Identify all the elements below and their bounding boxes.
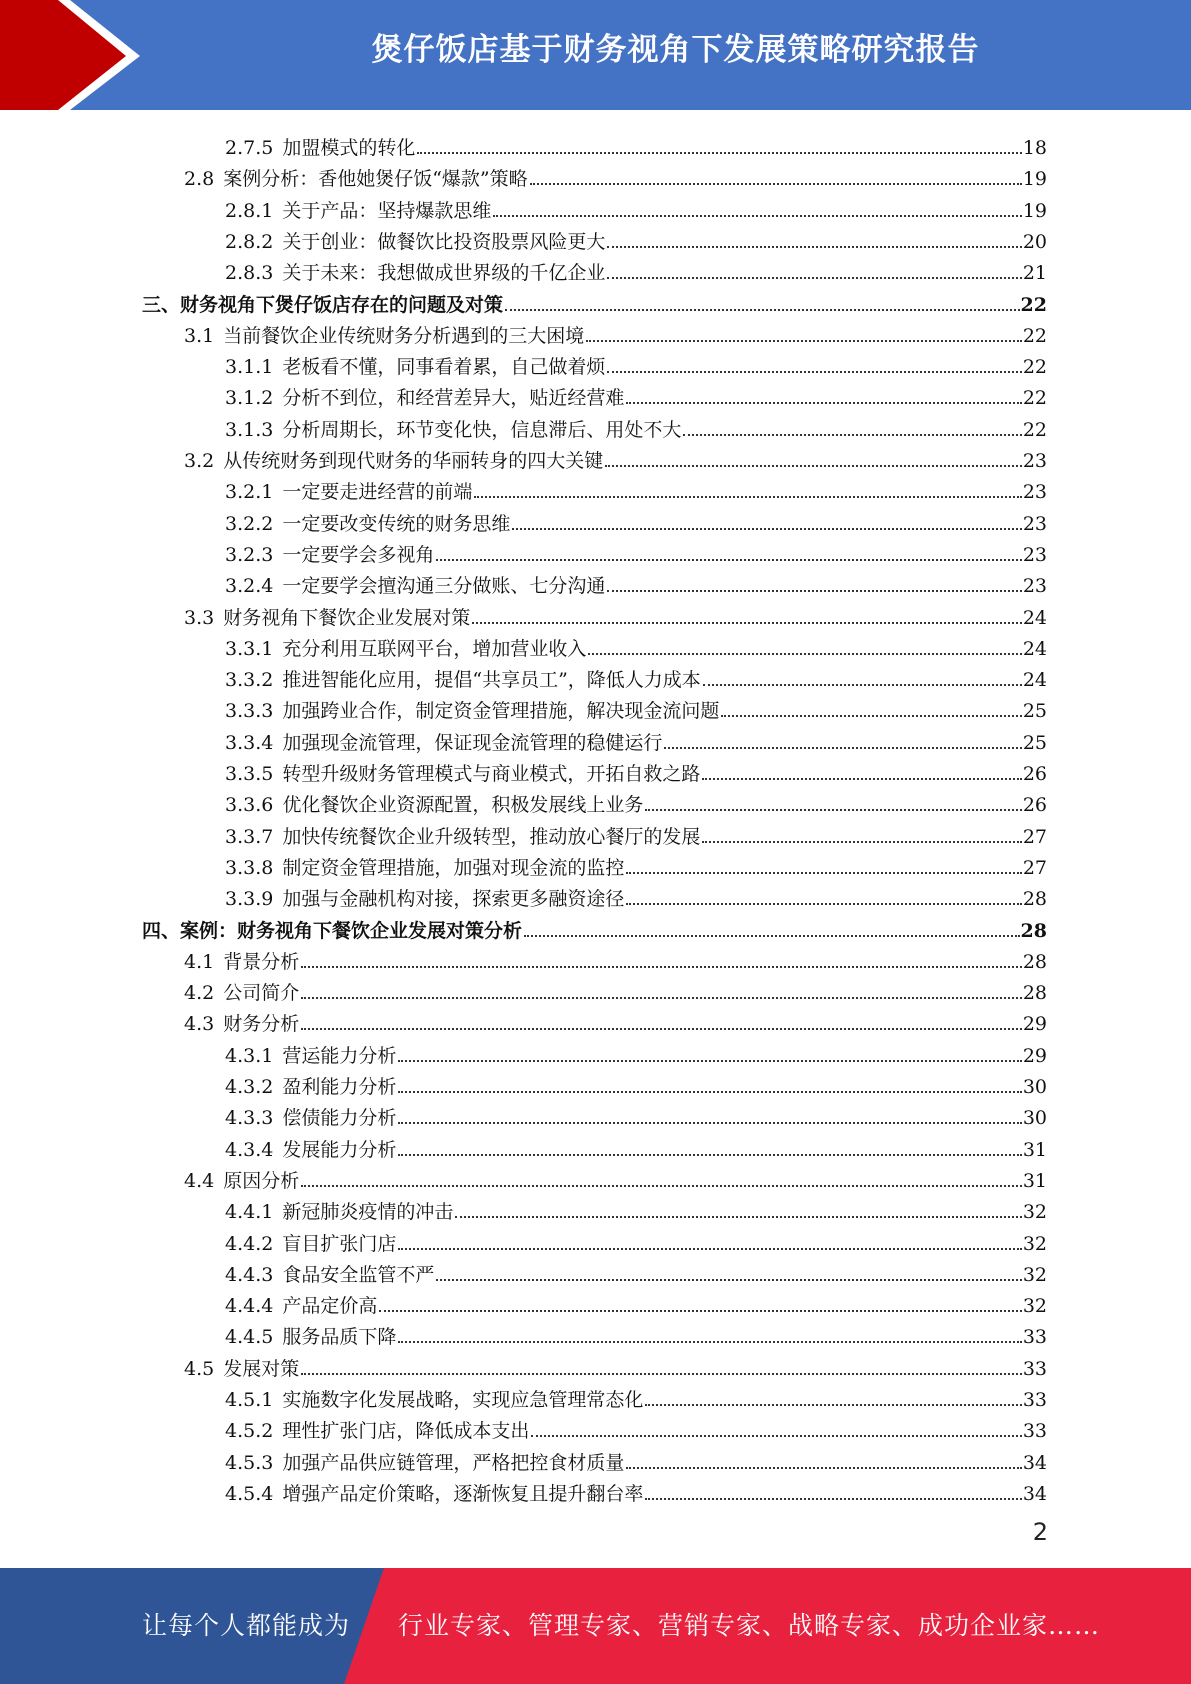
toc-entry[interactable] [142,911,1047,942]
toc-entry-number: 4.5.3 [225,1451,274,1474]
toc-entry[interactable] [225,1067,1047,1098]
toc-entry-title: 推进智能化应用，提倡“共享员工”，降低人力成本 [282,669,701,692]
toc-entry-number: 3.3.3 [225,700,274,723]
toc-entry-title: 公司简介 [223,982,300,1005]
toc-entry-number: 3.3 [184,606,215,629]
toc-entry-page: 23 [1022,575,1047,598]
toc-entry-title: 从传统财务到现代财务的华丽转身的四大关键 [223,450,604,472]
toc-entry[interactable] [225,253,1047,284]
toc-leader-dots [703,684,1022,686]
toc-entry-page: 30 [1022,1107,1047,1130]
toc-entry-number: 4.2 [184,982,215,1005]
header-banner [0,0,1191,110]
toc-leader-dots [398,1060,1021,1062]
toc-leader-dots [398,1122,1021,1124]
toc-entry-page: 32 [1022,1295,1047,1318]
toc-entry-number: 4.4.5 [225,1326,274,1349]
toc-entry-title: 新冠肺炎疫情的冲击 [282,1201,454,1224]
toc-entry-title: 加强现金流管理，保证现金流管理的稳健运行 [282,731,663,754]
toc-entry-title: 食品安全监管不严 [282,1263,435,1286]
toc-entry-title: 一定要改变传统的财务思维 [282,512,511,535]
toc-entry-page: 34 [1022,1482,1047,1505]
toc-entry-page: 27 [1022,856,1047,879]
toc-entry-number: 4.4.1 [225,1201,274,1224]
toc-entry-page: 33 [1022,1389,1047,1411]
toc-entry-page: 32 [1022,1263,1047,1286]
toc-leader-dots [524,935,1020,937]
toc-entry-number: 四、 [142,919,181,942]
toc-entry-number: 3.3.7 [225,825,274,848]
toc-entry[interactable] [225,723,1047,754]
toc-entry-page: 21 [1022,262,1047,285]
toc-entry-page: 30 [1022,1076,1047,1098]
toc-entry-title: 财务视角下餐饮企业发展对策 [223,606,471,629]
toc-entry[interactable] [184,1161,1047,1192]
toc-entry-number: 4.3.3 [225,1107,274,1130]
toc-entry-title: 关于创业：做餐饮比投资股票风险更大 [282,230,606,253]
toc-leader-dots [645,1404,1021,1406]
toc-leader-dots [645,1498,1021,1500]
toc-leader-dots [417,152,1021,154]
toc-entry-title: 一定要学会擅沟通三分做账、七分沟通 [282,575,606,598]
toc-leader-dots [683,434,1021,436]
toc-entry-title: 增强产品定价策略，逐渐恢复且提升翻台率 [282,1482,644,1505]
toc-entry-number: 3.3.4 [225,731,274,754]
toc-entry-number: 2.8.1 [225,199,274,222]
toc-entry[interactable] [184,316,1047,347]
toc-entry-page: 23 [1022,450,1047,472]
toc-entry[interactable] [184,598,1047,629]
toc-entry-page: 24 [1022,637,1047,660]
toc-entry-number: 3.1.2 [225,387,274,410]
toc-entry-number: 3.3.2 [225,669,274,692]
toc-entry-page: 22 [1022,387,1047,410]
toc-entry[interactable] [225,1255,1047,1286]
toc-entry[interactable] [225,1036,1047,1067]
toc-leader-dots [626,1467,1021,1469]
toc-entry[interactable] [225,691,1047,722]
toc-entry[interactable] [225,629,1047,660]
toc-entry-number: 2.8.2 [225,230,274,253]
toc-entry-number: 2.8 [184,168,215,191]
toc-entry[interactable] [184,942,1047,973]
toc-entry-number: 3.3.5 [225,763,274,785]
toc-entry[interactable] [225,1224,1047,1255]
toc-leader-dots [474,496,1021,498]
toc-entry-number: 3.3.1 [225,637,274,660]
toc-leader-dots [626,903,1021,905]
toc-entry[interactable] [225,1192,1047,1223]
toc-entry-page: 28 [1022,982,1047,1005]
toc-entry[interactable] [225,1380,1047,1411]
toc-entry-number: 4.3.1 [225,1044,274,1067]
toc-entry-title: 制定资金管理措施，加强对现金流的监控 [282,856,625,879]
toc-entry[interactable] [225,566,1047,597]
toc-entry[interactable] [225,848,1047,879]
toc-entry[interactable] [225,1130,1047,1161]
toc-entry-title: 分析周期长，环节变化快，信息滞后、用处不大 [282,418,682,441]
toc-entry-page: 26 [1022,763,1047,785]
toc-entry-page: 23 [1022,543,1047,566]
toc-entry[interactable] [225,378,1047,409]
toc-leader-dots [531,1435,1021,1437]
toc-entry-number: 3.1.3 [225,418,274,441]
toc-entry[interactable] [225,504,1047,535]
toc-entry[interactable] [142,285,1047,316]
toc-entry-page: 32 [1022,1232,1047,1255]
footer-slogan-right: 行业专家、管理专家、营销专家、战略专家、成功企业家…… [398,1611,1101,1640]
toc-leader-dots [436,1279,1021,1281]
toc-leader-dots [607,277,1021,279]
toc-leader-dots [379,1310,1021,1312]
toc-leader-dots [607,590,1021,592]
toc-entry[interactable] [225,1474,1047,1505]
toc-leader-dots [455,1216,1021,1218]
toc-entry-title: 财务视角下煲仔饭店存在的问题及对策 [180,293,504,316]
toc-leader-dots [301,997,1022,999]
toc-entry-number: 3.2.3 [225,543,274,566]
toc-entry[interactable] [225,128,1047,159]
toc-entry-page: 33 [1022,1326,1047,1349]
toc-entry-title: 服务品质下降 [282,1326,397,1349]
toc-entry[interactable] [184,159,1047,190]
toc-entry[interactable] [225,879,1047,910]
toc-leader-dots [493,215,1021,217]
toc-entry[interactable] [225,1286,1047,1317]
footer-slogan-left: 让每个人都能成为 [142,1611,351,1640]
toc-entry-page: 28 [1022,950,1047,973]
toc-entry-page: 28 [1022,888,1047,911]
toc-leader-dots [588,653,1021,655]
toc-entry[interactable] [225,191,1047,222]
toc-entry[interactable] [225,347,1047,378]
toc-leader-dots [664,747,1021,749]
toc-entry-title: 老板看不懂，同事看着累，自己做着烦 [282,356,606,379]
toc-entry-title: 转型升级财务管理模式与商业模式，开拓自救之路 [282,763,701,785]
toc-entry-page: 18 [1022,137,1047,159]
toc-entry-number: 4.4.4 [225,1295,274,1318]
toc-entry-page: 31 [1022,1138,1047,1161]
toc-entry-title: 盲目扩张门店 [282,1232,397,1255]
toc-entry-page: 29 [1022,1013,1047,1036]
toc-entry-page: 25 [1022,700,1047,723]
document-title: 煲仔饭店基于财务视角下发展策略研究报告 [371,32,980,68]
toc-leader-dots [530,183,1022,185]
toc-entry-number: 3.3.8 [225,856,274,879]
toc-entry-title: 一定要走进经营的前端 [282,481,473,504]
toc-entry-title: 一定要学会多视角 [282,543,435,566]
toc-entry-title: 加强产品供应链管理，严格把控食材质量 [282,1451,625,1474]
toc-entry-title: 产品定价高 [282,1295,378,1318]
toc-entry[interactable] [225,1411,1047,1442]
toc-entry-page: 22 [1022,418,1047,441]
toc-entry-page: 29 [1022,1044,1047,1067]
toc-entry-page: 24 [1022,606,1047,629]
toc-entry-title: 关于未来：我想做成世界级的千亿企业 [282,262,606,285]
toc-leader-dots [586,340,1022,342]
toc-entry-title: 发展对策 [223,1357,300,1380]
toc-leader-dots [301,966,1022,968]
toc-entry-number: 3.3.9 [225,888,274,911]
toc-leader-dots [301,1373,1022,1375]
toc-entry-title: 原因分析 [223,1169,300,1192]
toc-leader-dots [436,559,1021,561]
toc-entry-title: 营运能力分析 [282,1044,397,1067]
toc-leader-dots [702,778,1021,780]
toc-entry-title: 案例分析：香他她煲仔饭“爆款”策略 [223,168,528,191]
toc-entry[interactable] [225,410,1047,441]
toc-entry[interactable] [225,1098,1047,1129]
toc-entry-page: 22 [1022,356,1047,379]
toc-entry-page: 23 [1022,481,1047,504]
toc-entry-page: 25 [1022,731,1047,754]
toc-entry-title: 财务分析 [223,1013,300,1036]
toc-entry[interactable] [225,817,1047,848]
toc-entry-title: 案例：财务视角下餐饮企业发展对策分析 [180,919,523,942]
toc-entry-number: 4.5.2 [225,1420,274,1443]
toc-entry-number: 3.1.1 [225,356,274,379]
toc-entry-title: 充分利用互联网平台，增加营业收入 [282,637,587,660]
toc-entry-page: 23 [1022,512,1047,535]
toc-entry-number: 三、 [142,293,181,316]
toc-entry[interactable] [184,1349,1047,1380]
toc-entry-title: 理性扩张门店，降低成本支出 [282,1420,530,1443]
toc-entry-page: 31 [1022,1169,1047,1192]
toc-entry-number: 2.8.3 [225,262,274,285]
toc-entry[interactable] [184,441,1047,472]
toc-entry-page: 34 [1022,1451,1047,1474]
toc-entry-title: 加盟模式的转化 [282,137,416,159]
toc-entry-page: 22 [1020,293,1047,316]
toc-entry-number: 2.7.5 [225,137,274,159]
toc-entry-number: 3.2.2 [225,512,274,535]
toc-leader-dots [512,528,1021,530]
toc-entry-page: 19 [1022,168,1047,191]
toc-entry-number: 4.4 [184,1169,215,1192]
toc-leader-dots [702,841,1021,843]
toc-entry-title: 加快传统餐饮企业升级转型，推动放心餐厅的发展 [282,825,701,848]
toc-leader-dots [626,402,1021,404]
toc-entry-number: 4.4.3 [225,1263,274,1286]
toc-entry-title: 分析不到位，和经营差异大，贴近经营难 [282,387,625,410]
toc-leader-dots [398,1154,1021,1156]
toc-entry-number: 3.3.6 [225,794,274,817]
toc-entry[interactable] [225,1443,1047,1474]
header-arrow-icon [0,0,160,110]
toc-entry-title: 加强跨业合作，制定资金管理措施，解决现金流问题 [282,700,720,723]
toc-entry[interactable] [225,1317,1047,1348]
page-number: 2 [1032,1518,1048,1546]
toc-leader-dots [398,1091,1021,1093]
toc-entry[interactable] [225,472,1047,503]
toc-leader-dots [605,465,1022,467]
toc-entry-title: 关于产品：坚持爆款思维 [282,199,492,222]
toc-leader-dots [626,872,1021,874]
toc-entry-number: 3.2.4 [225,575,274,598]
toc-entry-page: 24 [1022,669,1047,692]
toc-leader-dots [607,371,1021,373]
toc-entry[interactable] [184,973,1047,1004]
toc-entry-number: 3.1 [184,324,215,347]
toc-entry-page: 32 [1022,1201,1047,1224]
toc-entry-title: 盈利能力分析 [282,1076,397,1098]
toc-entry-title: 当前餐饮企业传统财务分析遇到的三大困境 [223,324,585,347]
toc-leader-dots [398,1341,1021,1343]
toc-leader-dots [505,309,1020,311]
toc-entry-title: 加强与金融机构对接，探索更多融资途径 [282,888,625,911]
toc-entry-number: 4.5 [184,1357,215,1380]
toc-leader-dots [645,809,1021,811]
toc-entry-number: 3.2 [184,450,215,472]
toc-entry-title: 优化餐饮企业资源配置，积极发展线上业务 [282,794,644,817]
toc-entry-page: 28 [1020,919,1047,942]
toc-entry-title: 实施数字化发展战略，实现应急管理常态化 [282,1389,644,1411]
toc-entry-number: 4.5.4 [225,1482,274,1505]
toc-entry[interactable] [225,222,1047,253]
toc-entry[interactable] [225,535,1047,566]
toc-entry-title: 背景分析 [223,950,300,973]
toc-leader-dots [301,1028,1022,1030]
toc-entry-number: 4.5.1 [225,1389,274,1411]
toc-leader-dots [721,715,1021,717]
toc-entry[interactable] [225,785,1047,816]
toc-leader-dots [398,1248,1021,1250]
toc-entry-page: 19 [1022,199,1047,222]
toc-leader-dots [472,622,1022,624]
toc-entry-title: 发展能力分析 [282,1138,397,1161]
toc-entry-number: 4.4.2 [225,1232,274,1255]
toc-entry-page: 22 [1022,324,1047,347]
toc-entry-page: 27 [1022,825,1047,848]
footer-banner [0,1568,1191,1684]
toc-entry[interactable] [225,660,1047,691]
toc-leader-dots [301,1185,1022,1187]
toc-entry-page: 33 [1022,1420,1047,1443]
toc-entry-number: 4.1 [184,950,215,973]
toc-entry[interactable] [225,754,1047,785]
toc-entry-page: 26 [1022,794,1047,817]
toc-entry-title: 偿债能力分析 [282,1107,397,1130]
toc-entry-number: 3.2.1 [225,481,274,504]
toc-entry-number: 4.3.4 [225,1138,274,1161]
toc-leader-dots [607,246,1021,248]
toc-entry-page: 20 [1022,230,1047,253]
toc-entry-page: 33 [1022,1357,1047,1380]
toc-entry-number: 4.3.2 [225,1076,274,1098]
toc-entry-number: 4.3 [184,1013,215,1036]
toc-entry[interactable] [184,1004,1047,1035]
